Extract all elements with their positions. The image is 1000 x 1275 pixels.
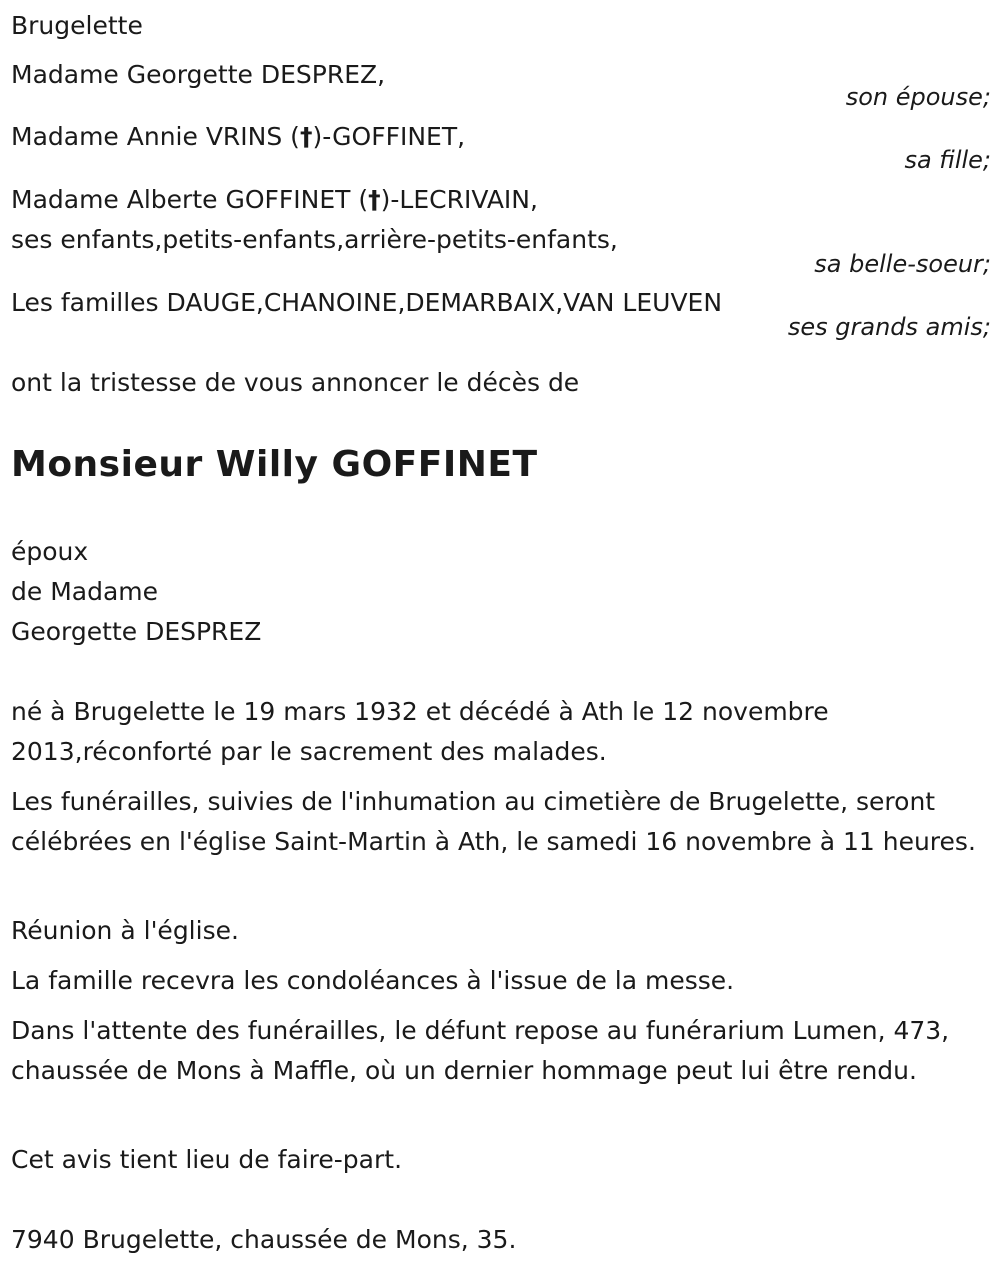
family-member-role: son épouse; [845,83,991,111]
family-member-name: ses enfants,petits-enfants,arrière-petits-enfants, [11,225,618,254]
deceased-name: Monsieur Willy GOFFINET [11,444,538,485]
cross-icon: † [299,122,313,151]
family-member-role: ses grands amis; [787,313,991,341]
notice-paragraph: Cet avis tient lieu de faire-part. [11,1145,403,1174]
family-member-4 [11,220,991,278]
announcement-text: ont la tristesse de vous annoncer le décès de [11,368,580,397]
family-member-role: sa fille; [904,146,991,174]
meeting-paragraph: Réunion à l'église. [11,916,239,945]
family-member-3 [11,180,991,220]
family-member-name: Madame Alberte GOFFINET (†)-LECRIVAIN, [11,185,538,214]
family-member-role: sa belle-soeur; [814,250,991,278]
funeral-paragraph: Les funérailles, suivies de l'inhumation au cimetière de Brugelette, seront célébrées en l'église Saint-Martin à Ath, le samedi 16 novembre à 11 heures. [11,787,976,856]
city-header: Brugelette [11,11,143,40]
cross-icon: † [368,185,381,214]
birth-death-paragraph: né à Brugelette le 19 mars 1932 et décédé à Ath le 12 novembre 2013,réconforté par le sacrement des malades. [11,697,829,766]
family-member-name: Les familles DAUGE,CHANOINE,DEMARBAIX,VAN LEUVEN [11,288,723,317]
family-member-2 [11,117,991,174]
funerarium-paragraph: Dans l'attente des funérailles, le défunt repose au funérarium Lumen, 473, chaussée de Mons à Maffle, où un dernier hommage peut lui être rendu. [11,1016,950,1085]
address-line: 7940 Brugelette, chaussée de Mons, 35. [11,1225,517,1254]
family-member-name: Madame Georgette DESPREZ, [11,60,386,89]
spouse-line-3: Georgette DESPREZ [11,617,262,646]
spouse-line-1: époux [11,537,89,566]
condolences-paragraph: La famille recevra les condoléances à l'issue de la messe. [11,966,735,995]
spouse-block [11,532,261,652]
family-member-name: Madame Annie VRINS (†)-GOFFINET, [11,122,466,151]
spouse-line-2: de Madame [11,577,159,606]
family-member-1 [11,55,991,111]
family-member-5 [11,283,991,341]
